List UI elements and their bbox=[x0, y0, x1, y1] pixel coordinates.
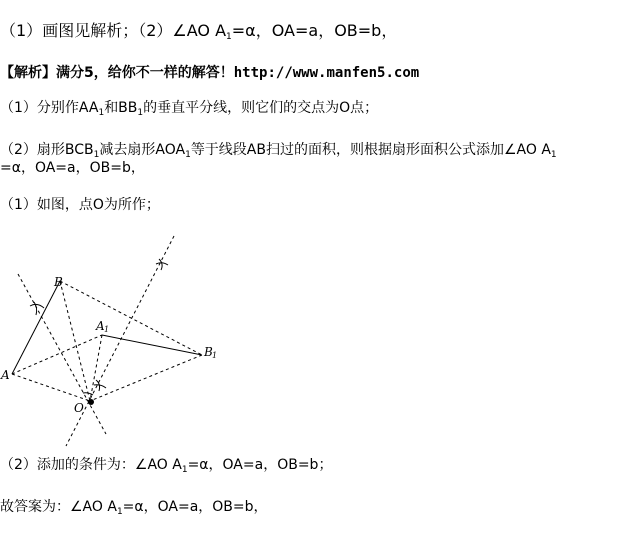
segment-AB bbox=[12, 281, 60, 374]
analysis-step1-sub1: 1 bbox=[98, 108, 105, 118]
point-O-dot bbox=[88, 399, 94, 405]
conclusion-prefix: 故答案为：∠AO A bbox=[0, 499, 117, 515]
label-A1-subscript: 1 bbox=[104, 325, 110, 334]
solution-step1-text: （1）如图，点O为所作； bbox=[0, 197, 160, 213]
answer-part2-tail: =α，OA=a，OB=b， bbox=[231, 21, 398, 40]
analysis-step2-mid: 减去扇形AOA bbox=[99, 142, 186, 158]
conclusion-sub: 1 bbox=[116, 507, 123, 517]
dashed-A1-O bbox=[90, 335, 102, 401]
segment-A1B1 bbox=[102, 335, 202, 355]
analysis-step2-sub3: 1 bbox=[550, 150, 557, 160]
label-B1-subscript: 1 bbox=[212, 351, 218, 360]
analysis-tag: 【解析】 bbox=[0, 65, 56, 81]
label-A1: A bbox=[96, 319, 105, 333]
analysis-step1-sub2: 1 bbox=[137, 108, 144, 118]
solution-step1 bbox=[0, 196, 160, 214]
dashed-A-A1 bbox=[12, 335, 102, 374]
dashed-B-O bbox=[60, 281, 90, 401]
analysis-slogan: 满分5，给你不一样的解答！ bbox=[56, 65, 234, 81]
label-B1: B bbox=[204, 345, 213, 359]
conclusion-tail: =α，OA=a，OB=b， bbox=[122, 499, 268, 515]
analysis-step2-sub1: 1 bbox=[93, 150, 100, 160]
answer-part2-number: 2 bbox=[146, 21, 157, 40]
label-A: A bbox=[1, 368, 10, 382]
analysis-step1-tail: 的垂直平分线，则它们的交点为O点； bbox=[143, 100, 379, 116]
analysis-step2-continued-text: =α，OA=a，OB=b， bbox=[0, 160, 145, 176]
arc-mark-1 bbox=[30, 304, 44, 308]
analysis-step1-mid: 和BB bbox=[104, 100, 138, 116]
analysis-step1 bbox=[0, 99, 378, 117]
solution-step2-sub: 1 bbox=[181, 465, 188, 475]
analysis-header bbox=[0, 64, 419, 82]
answer-part2-text: ）∠AO A bbox=[156, 21, 227, 40]
answer-part1-number: （1） bbox=[0, 21, 43, 40]
label-B: B bbox=[54, 275, 63, 289]
solution-step2 bbox=[0, 456, 332, 474]
conclusion bbox=[0, 498, 268, 516]
analysis-step2 bbox=[0, 141, 557, 159]
analysis-step2-prefix: （2）扇形BCB bbox=[0, 142, 94, 158]
analysis-step2-continued bbox=[0, 159, 145, 177]
geometry-figure bbox=[0, 228, 240, 458]
analysis-step2-sub2: 1 bbox=[185, 150, 191, 160]
answer-part1-text: 画图见解析；（ bbox=[42, 21, 147, 40]
analysis-step1-prefix: （1）分别作AA bbox=[0, 100, 99, 116]
answer-line bbox=[0, 22, 397, 40]
analysis-step2-tail: 等于线段AB扫过的面积，则根据扇形面积公式添加∠AO A bbox=[190, 142, 551, 158]
solution-step2-prefix: （2）添加的条件为：∠AO A bbox=[0, 457, 182, 473]
solution-step2-tail: =α，OA=a，OB=b； bbox=[187, 457, 333, 473]
dashed-A-O bbox=[12, 374, 90, 401]
dashed-B1-O bbox=[90, 355, 202, 401]
dashed-B-B1 bbox=[60, 281, 202, 355]
analysis-url: http://www.manfen5.com bbox=[233, 65, 420, 81]
label-O: O bbox=[74, 401, 84, 415]
answer-part2-subscript: 1 bbox=[226, 32, 232, 42]
